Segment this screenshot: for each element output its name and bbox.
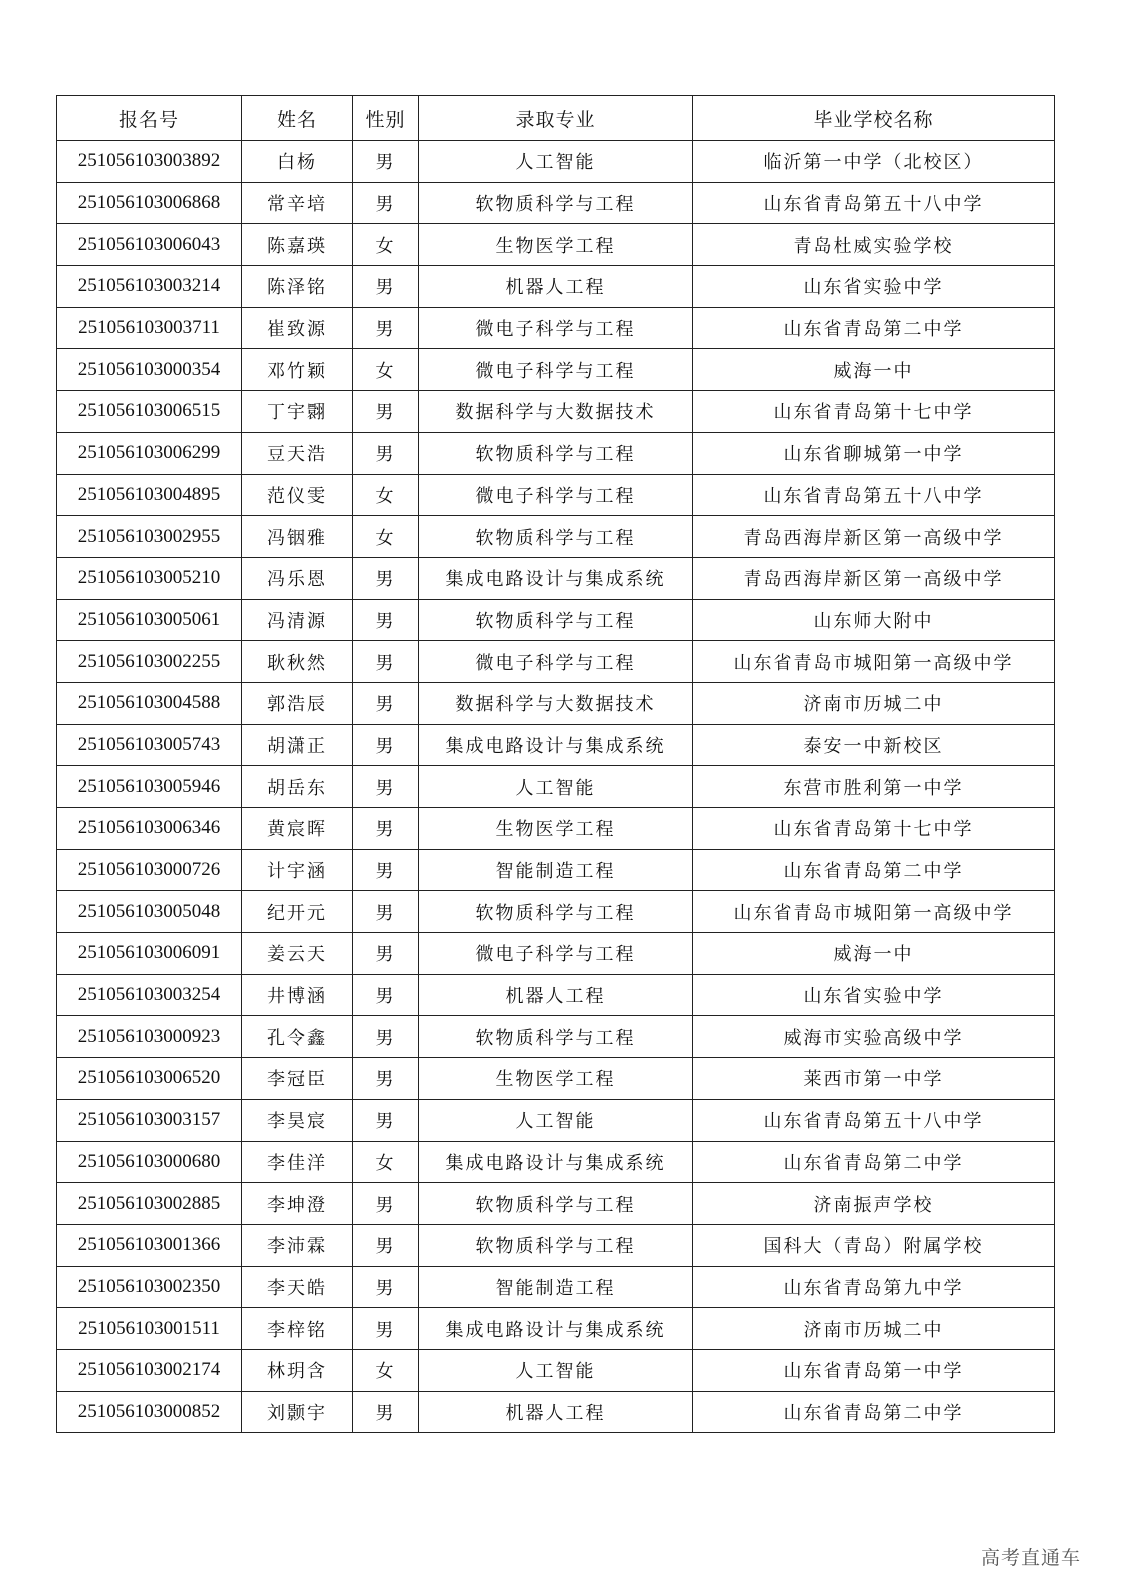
cell-major: 机器人工程 bbox=[419, 1391, 693, 1433]
cell-registration-number: 251056103003711 bbox=[57, 307, 242, 349]
cell-registration-number: 251056103001366 bbox=[57, 1224, 242, 1266]
cell-major: 人工智能 bbox=[419, 1099, 693, 1141]
cell-registration-number: 251056103000726 bbox=[57, 849, 242, 891]
cell-registration-number: 251056103002350 bbox=[57, 1266, 242, 1308]
cell-major: 数据科学与大数据技术 bbox=[419, 391, 693, 433]
cell-school: 山东省实验中学 bbox=[693, 974, 1055, 1016]
cell-major: 集成电路设计与集成系统 bbox=[419, 1308, 693, 1350]
cell-gender: 男 bbox=[353, 1016, 419, 1058]
cell-name: 胡岳东 bbox=[242, 766, 353, 808]
cell-school: 泰安一中新校区 bbox=[693, 724, 1055, 766]
table-body bbox=[57, 141, 1055, 1433]
cell-name: 丁宇翾 bbox=[242, 391, 353, 433]
cell-major: 生物医学工程 bbox=[419, 1058, 693, 1100]
cell-registration-number: 251056103006868 bbox=[57, 182, 242, 224]
admission-table bbox=[56, 95, 1055, 1433]
table-row bbox=[57, 1141, 1055, 1183]
cell-major: 微电子科学与工程 bbox=[419, 474, 693, 516]
cell-name: 井博涵 bbox=[242, 974, 353, 1016]
table-row bbox=[57, 141, 1055, 183]
table-row bbox=[57, 182, 1055, 224]
cell-gender: 男 bbox=[353, 1099, 419, 1141]
table-row bbox=[57, 766, 1055, 808]
cell-name: 陈嘉瑛 bbox=[242, 224, 353, 266]
cell-name: 常辛培 bbox=[242, 182, 353, 224]
cell-name: 李坤澄 bbox=[242, 1183, 353, 1225]
table-header-row bbox=[57, 96, 1055, 141]
cell-gender: 男 bbox=[353, 974, 419, 1016]
table-row bbox=[57, 1058, 1055, 1100]
cell-gender: 男 bbox=[353, 307, 419, 349]
table-row bbox=[57, 432, 1055, 474]
cell-gender: 男 bbox=[353, 641, 419, 683]
cell-registration-number: 251056103006299 bbox=[57, 432, 242, 474]
cell-registration-number: 251056103000680 bbox=[57, 1141, 242, 1183]
cell-registration-number: 251056103006043 bbox=[57, 224, 242, 266]
table-row bbox=[57, 599, 1055, 641]
header-registration-number: 报名号 bbox=[57, 96, 242, 141]
cell-name: 李冠臣 bbox=[242, 1058, 353, 1100]
cell-gender: 男 bbox=[353, 391, 419, 433]
header-name: 姓名 bbox=[242, 96, 353, 141]
cell-school: 青岛杜威实验学校 bbox=[693, 224, 1055, 266]
admission-list bbox=[56, 95, 1054, 1433]
cell-major: 软物质科学与工程 bbox=[419, 891, 693, 933]
cell-school: 山东省青岛第二中学 bbox=[693, 1141, 1055, 1183]
cell-major: 软物质科学与工程 bbox=[419, 1224, 693, 1266]
cell-major: 集成电路设计与集成系统 bbox=[419, 724, 693, 766]
cell-gender: 男 bbox=[353, 599, 419, 641]
table-row bbox=[57, 307, 1055, 349]
cell-school: 山东省青岛第二中学 bbox=[693, 1391, 1055, 1433]
header-gender: 性别 bbox=[353, 96, 419, 141]
watermark-text: 高考直通车 bbox=[980, 1547, 1081, 1569]
cell-gender: 男 bbox=[353, 808, 419, 850]
cell-school: 临沂第一中学（北校区） bbox=[693, 141, 1055, 183]
table-row bbox=[57, 1391, 1055, 1433]
cell-school: 山东省青岛第九中学 bbox=[693, 1266, 1055, 1308]
cell-name: 李昊宸 bbox=[242, 1099, 353, 1141]
cell-school: 山东师大附中 bbox=[693, 599, 1055, 641]
cell-registration-number: 251056103005946 bbox=[57, 766, 242, 808]
cell-gender: 男 bbox=[353, 1308, 419, 1350]
cell-school: 山东省实验中学 bbox=[693, 266, 1055, 308]
cell-major: 集成电路设计与集成系统 bbox=[419, 1141, 693, 1183]
cell-major: 软物质科学与工程 bbox=[419, 182, 693, 224]
table-row bbox=[57, 849, 1055, 891]
cell-registration-number: 251056103004588 bbox=[57, 682, 242, 724]
header-major: 录取专业 bbox=[419, 96, 693, 141]
cell-gender: 女 bbox=[353, 349, 419, 391]
cell-major: 微电子科学与工程 bbox=[419, 641, 693, 683]
cell-school: 济南振声学校 bbox=[693, 1183, 1055, 1225]
table-row bbox=[57, 682, 1055, 724]
cell-gender: 男 bbox=[353, 1183, 419, 1225]
cell-school: 山东省青岛第五十八中学 bbox=[693, 1099, 1055, 1141]
cell-registration-number: 251056103004895 bbox=[57, 474, 242, 516]
cell-gender: 男 bbox=[353, 1058, 419, 1100]
table-row bbox=[57, 808, 1055, 850]
cell-name: 豆天浩 bbox=[242, 432, 353, 474]
cell-school: 济南市历城二中 bbox=[693, 1308, 1055, 1350]
cell-school: 山东省青岛市城阳第一高级中学 bbox=[693, 641, 1055, 683]
cell-name: 范仪雯 bbox=[242, 474, 353, 516]
cell-registration-number: 251056103002174 bbox=[57, 1349, 242, 1391]
cell-major: 软物质科学与工程 bbox=[419, 1183, 693, 1225]
cell-registration-number: 251056103006346 bbox=[57, 808, 242, 850]
cell-major: 生物医学工程 bbox=[419, 808, 693, 850]
cell-school: 山东省青岛第十七中学 bbox=[693, 391, 1055, 433]
cell-gender: 男 bbox=[353, 891, 419, 933]
cell-gender: 男 bbox=[353, 141, 419, 183]
cell-school: 威海市实验高级中学 bbox=[693, 1016, 1055, 1058]
table-row bbox=[57, 641, 1055, 683]
cell-school: 国科大（青岛）附属学校 bbox=[693, 1224, 1055, 1266]
cell-major: 软物质科学与工程 bbox=[419, 599, 693, 641]
cell-school: 青岛西海岸新区第一高级中学 bbox=[693, 516, 1055, 558]
table-row bbox=[57, 224, 1055, 266]
cell-registration-number: 251056103001511 bbox=[57, 1308, 242, 1350]
cell-school: 莱西市第一中学 bbox=[693, 1058, 1055, 1100]
table-row bbox=[57, 1308, 1055, 1350]
cell-registration-number: 251056103005061 bbox=[57, 599, 242, 641]
cell-school: 东营市胜利第一中学 bbox=[693, 766, 1055, 808]
cell-gender: 男 bbox=[353, 266, 419, 308]
cell-gender: 男 bbox=[353, 557, 419, 599]
cell-major: 软物质科学与工程 bbox=[419, 516, 693, 558]
cell-gender: 男 bbox=[353, 1266, 419, 1308]
cell-registration-number: 251056103005048 bbox=[57, 891, 242, 933]
cell-school: 山东省青岛第十七中学 bbox=[693, 808, 1055, 850]
cell-gender: 女 bbox=[353, 1349, 419, 1391]
table-row bbox=[57, 1099, 1055, 1141]
cell-registration-number: 251056103006515 bbox=[57, 391, 242, 433]
cell-registration-number: 251056103000923 bbox=[57, 1016, 242, 1058]
cell-registration-number: 251056103000354 bbox=[57, 349, 242, 391]
cell-gender: 男 bbox=[353, 766, 419, 808]
cell-major: 生物医学工程 bbox=[419, 224, 693, 266]
table-row bbox=[57, 1183, 1055, 1225]
cell-registration-number: 251056103006520 bbox=[57, 1058, 242, 1100]
table-row bbox=[57, 974, 1055, 1016]
table-row bbox=[57, 266, 1055, 308]
table-row bbox=[57, 891, 1055, 933]
table-row bbox=[57, 1349, 1055, 1391]
cell-school: 山东省青岛第二中学 bbox=[693, 307, 1055, 349]
table-row bbox=[57, 349, 1055, 391]
cell-name: 李梓铭 bbox=[242, 1308, 353, 1350]
cell-major: 微电子科学与工程 bbox=[419, 307, 693, 349]
cell-school: 威海一中 bbox=[693, 933, 1055, 975]
cell-major: 人工智能 bbox=[419, 141, 693, 183]
cell-gender: 女 bbox=[353, 1141, 419, 1183]
cell-name: 姜云天 bbox=[242, 933, 353, 975]
table-row bbox=[57, 516, 1055, 558]
cell-gender: 男 bbox=[353, 933, 419, 975]
cell-name: 计宇涵 bbox=[242, 849, 353, 891]
cell-major: 数据科学与大数据技术 bbox=[419, 682, 693, 724]
cell-gender: 男 bbox=[353, 432, 419, 474]
cell-major: 集成电路设计与集成系统 bbox=[419, 557, 693, 599]
cell-name: 黄宸晖 bbox=[242, 808, 353, 850]
cell-gender: 男 bbox=[353, 1224, 419, 1266]
cell-school: 山东省青岛市城阳第一高级中学 bbox=[693, 891, 1055, 933]
cell-gender: 男 bbox=[353, 182, 419, 224]
cell-registration-number: 251056103002885 bbox=[57, 1183, 242, 1225]
table-row bbox=[57, 1266, 1055, 1308]
cell-name: 李天皓 bbox=[242, 1266, 353, 1308]
cell-gender: 男 bbox=[353, 849, 419, 891]
cell-registration-number: 251056103005743 bbox=[57, 724, 242, 766]
cell-registration-number: 251056103003214 bbox=[57, 266, 242, 308]
cell-major: 软物质科学与工程 bbox=[419, 432, 693, 474]
cell-registration-number: 251056103003157 bbox=[57, 1099, 242, 1141]
cell-gender: 男 bbox=[353, 724, 419, 766]
table-row bbox=[57, 933, 1055, 975]
cell-major: 人工智能 bbox=[419, 766, 693, 808]
cell-name: 李佳洋 bbox=[242, 1141, 353, 1183]
cell-name: 冯乐恩 bbox=[242, 557, 353, 599]
cell-name: 郭浩辰 bbox=[242, 682, 353, 724]
cell-name: 林玥含 bbox=[242, 1349, 353, 1391]
cell-gender: 女 bbox=[353, 516, 419, 558]
cell-name: 纪开元 bbox=[242, 891, 353, 933]
table-row bbox=[57, 474, 1055, 516]
cell-name: 邓竹颖 bbox=[242, 349, 353, 391]
cell-name: 陈泽铭 bbox=[242, 266, 353, 308]
cell-name: 胡潇正 bbox=[242, 724, 353, 766]
cell-gender: 男 bbox=[353, 682, 419, 724]
table-row bbox=[57, 391, 1055, 433]
cell-school: 山东省聊城第一中学 bbox=[693, 432, 1055, 474]
cell-registration-number: 251056103005210 bbox=[57, 557, 242, 599]
cell-registration-number: 251056103002255 bbox=[57, 641, 242, 683]
cell-name: 耿秋然 bbox=[242, 641, 353, 683]
cell-major: 微电子科学与工程 bbox=[419, 349, 693, 391]
cell-school: 山东省青岛第一中学 bbox=[693, 1349, 1055, 1391]
cell-major: 智能制造工程 bbox=[419, 849, 693, 891]
cell-name: 崔致源 bbox=[242, 307, 353, 349]
table-row bbox=[57, 557, 1055, 599]
table-row bbox=[57, 724, 1055, 766]
cell-major: 软物质科学与工程 bbox=[419, 1016, 693, 1058]
cell-school: 山东省青岛第五十八中学 bbox=[693, 182, 1055, 224]
cell-name: 李沛霖 bbox=[242, 1224, 353, 1266]
cell-registration-number: 251056103000852 bbox=[57, 1391, 242, 1433]
cell-major: 机器人工程 bbox=[419, 266, 693, 308]
cell-school: 济南市历城二中 bbox=[693, 682, 1055, 724]
table-row bbox=[57, 1224, 1055, 1266]
cell-name: 冯清源 bbox=[242, 599, 353, 641]
cell-name: 孔令鑫 bbox=[242, 1016, 353, 1058]
cell-major: 微电子科学与工程 bbox=[419, 933, 693, 975]
cell-gender: 男 bbox=[353, 1391, 419, 1433]
cell-major: 人工智能 bbox=[419, 1349, 693, 1391]
cell-school: 山东省青岛第五十八中学 bbox=[693, 474, 1055, 516]
cell-registration-number: 251056103002955 bbox=[57, 516, 242, 558]
header-school: 毕业学校名称 bbox=[693, 96, 1055, 141]
cell-major: 机器人工程 bbox=[419, 974, 693, 1016]
cell-registration-number: 251056103006091 bbox=[57, 933, 242, 975]
cell-name: 冯铟雅 bbox=[242, 516, 353, 558]
table-row bbox=[57, 1016, 1055, 1058]
cell-name: 白杨 bbox=[242, 141, 353, 183]
cell-registration-number: 251056103003254 bbox=[57, 974, 242, 1016]
cell-gender: 女 bbox=[353, 224, 419, 266]
cell-major: 智能制造工程 bbox=[419, 1266, 693, 1308]
cell-registration-number: 251056103003892 bbox=[57, 141, 242, 183]
cell-name: 刘颢宇 bbox=[242, 1391, 353, 1433]
cell-school: 山东省青岛第二中学 bbox=[693, 849, 1055, 891]
cell-school: 威海一中 bbox=[693, 349, 1055, 391]
cell-gender: 女 bbox=[353, 474, 419, 516]
cell-school: 青岛西海岸新区第一高级中学 bbox=[693, 557, 1055, 599]
